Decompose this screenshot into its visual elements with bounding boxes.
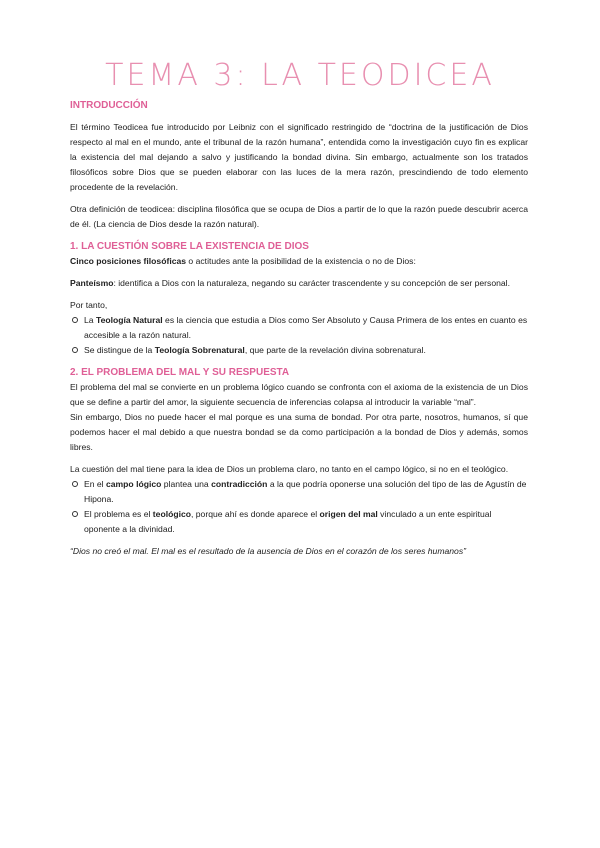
list-item	[70, 507, 528, 537]
quote: “Dios no creó el mal. El mal es el resultado de la ausencia de Dios en el corazón de los seres humanos”	[70, 546, 466, 556]
text-span: En el	[84, 479, 106, 489]
definition-item	[70, 276, 528, 291]
paragraph: El problema del mal se convierte en un problema lógico cuando se confronta con el axioma de la existencia de un Dios que se define a partir del amor, la siguiente secuencia de inferencias colapsa al introducir la variable “mal”.	[70, 382, 528, 407]
page-title: TEMA 3: LA TEODICEA	[105, 58, 495, 93]
text-span: vinculado a un ente espiritual oponente a la divinidad.	[84, 509, 492, 534]
bullet-list	[70, 313, 528, 358]
paragraph	[70, 254, 528, 269]
bold-text: Cinco posiciones filosóficas	[70, 256, 187, 266]
text-span: , porque ahí es donde aparece el	[191, 509, 320, 519]
paragraph: Otra definición de teodicea: disciplina filosófica que se ocupa de Dios a partir de lo que la razón puede descubrir acerca de él. (La ciencia de Dios desde la razón natural).	[70, 204, 528, 229]
paragraph: La cuestión del mal tiene para la idea de Dios un problema claro, no tanto en el campo lógico, si no en el teológico.	[70, 464, 509, 474]
text-span: es la ciencia que estudia a Dios como Ser Absoluto y Causa Primera de los entes en cuanto es accesible a la razón natural.	[84, 315, 528, 340]
term-label: Panteísmo	[70, 278, 114, 288]
bullet-list	[70, 477, 528, 537]
paragraph: Sin embargo, Dios no puede hacer el mal porque es una suma de bondad. Por otra parte, nosotros, humanos, sí que podemos hacer el mal debido a que nuestra bondad se da como participación a la bondad de Dios y además, somos libres.	[70, 412, 528, 452]
text-span: El problema es el	[84, 509, 153, 519]
list-item	[70, 477, 528, 507]
bold-text: origen del mal	[319, 509, 378, 519]
text-span: plantea una	[161, 479, 212, 489]
list-item	[70, 313, 528, 343]
term-text: : identifica a Dios con la naturaleza, negando su carácter trascendente y su concepción de ser personal.	[113, 278, 510, 288]
section-heading-problema-del-mal: 2. EL PROBLEMA DEL MAL Y SU RESPUESTA	[70, 367, 290, 378]
text-span: o actitudes ante la posibilidad de la existencia o no de Dios:	[186, 256, 416, 266]
text-span: , que parte de la revelación divina sobrenatural.	[244, 345, 426, 355]
paragraph: El término Teodicea fue introducido por Leibniz con el significado restringido de “doctrina de la justificación de Dios respecto al mal en el mundo, ante el tribunal de la razón humana”, entendida como la investigación cuyo fin es explicar la existencia del mal dejando a salvo y justificando la bondad divina. Sin embargo, actualmente son los tratados filosóficos sobre Dios que se pueden elaborar con las luces de la mera razón, prescindiendo de todo elemento procedente de la revelación.	[70, 122, 528, 192]
text-span: Se distingue de la	[84, 345, 155, 355]
bold-text: Teología Sobrenatural	[154, 345, 245, 355]
bold-text: Teología Natural	[95, 315, 163, 325]
text-span: La	[84, 315, 96, 325]
section-heading-existencia-de-dios: 1. LA CUESTIÓN SOBRE LA EXISTENCIA DE DIOS	[70, 241, 309, 252]
bold-text: contradicción	[211, 479, 268, 489]
text-span: a la que podría oponerse una solución del tipo de las de Agustín de Hipona.	[84, 479, 527, 504]
bold-text: teológico	[152, 509, 191, 519]
section-heading-introduccion: INTRODUCCIÓN	[70, 100, 148, 111]
list-item	[70, 343, 528, 358]
bold-text: campo lógico	[105, 479, 162, 489]
paragraph: Por tanto,	[70, 300, 108, 310]
document-body	[70, 98, 528, 559]
